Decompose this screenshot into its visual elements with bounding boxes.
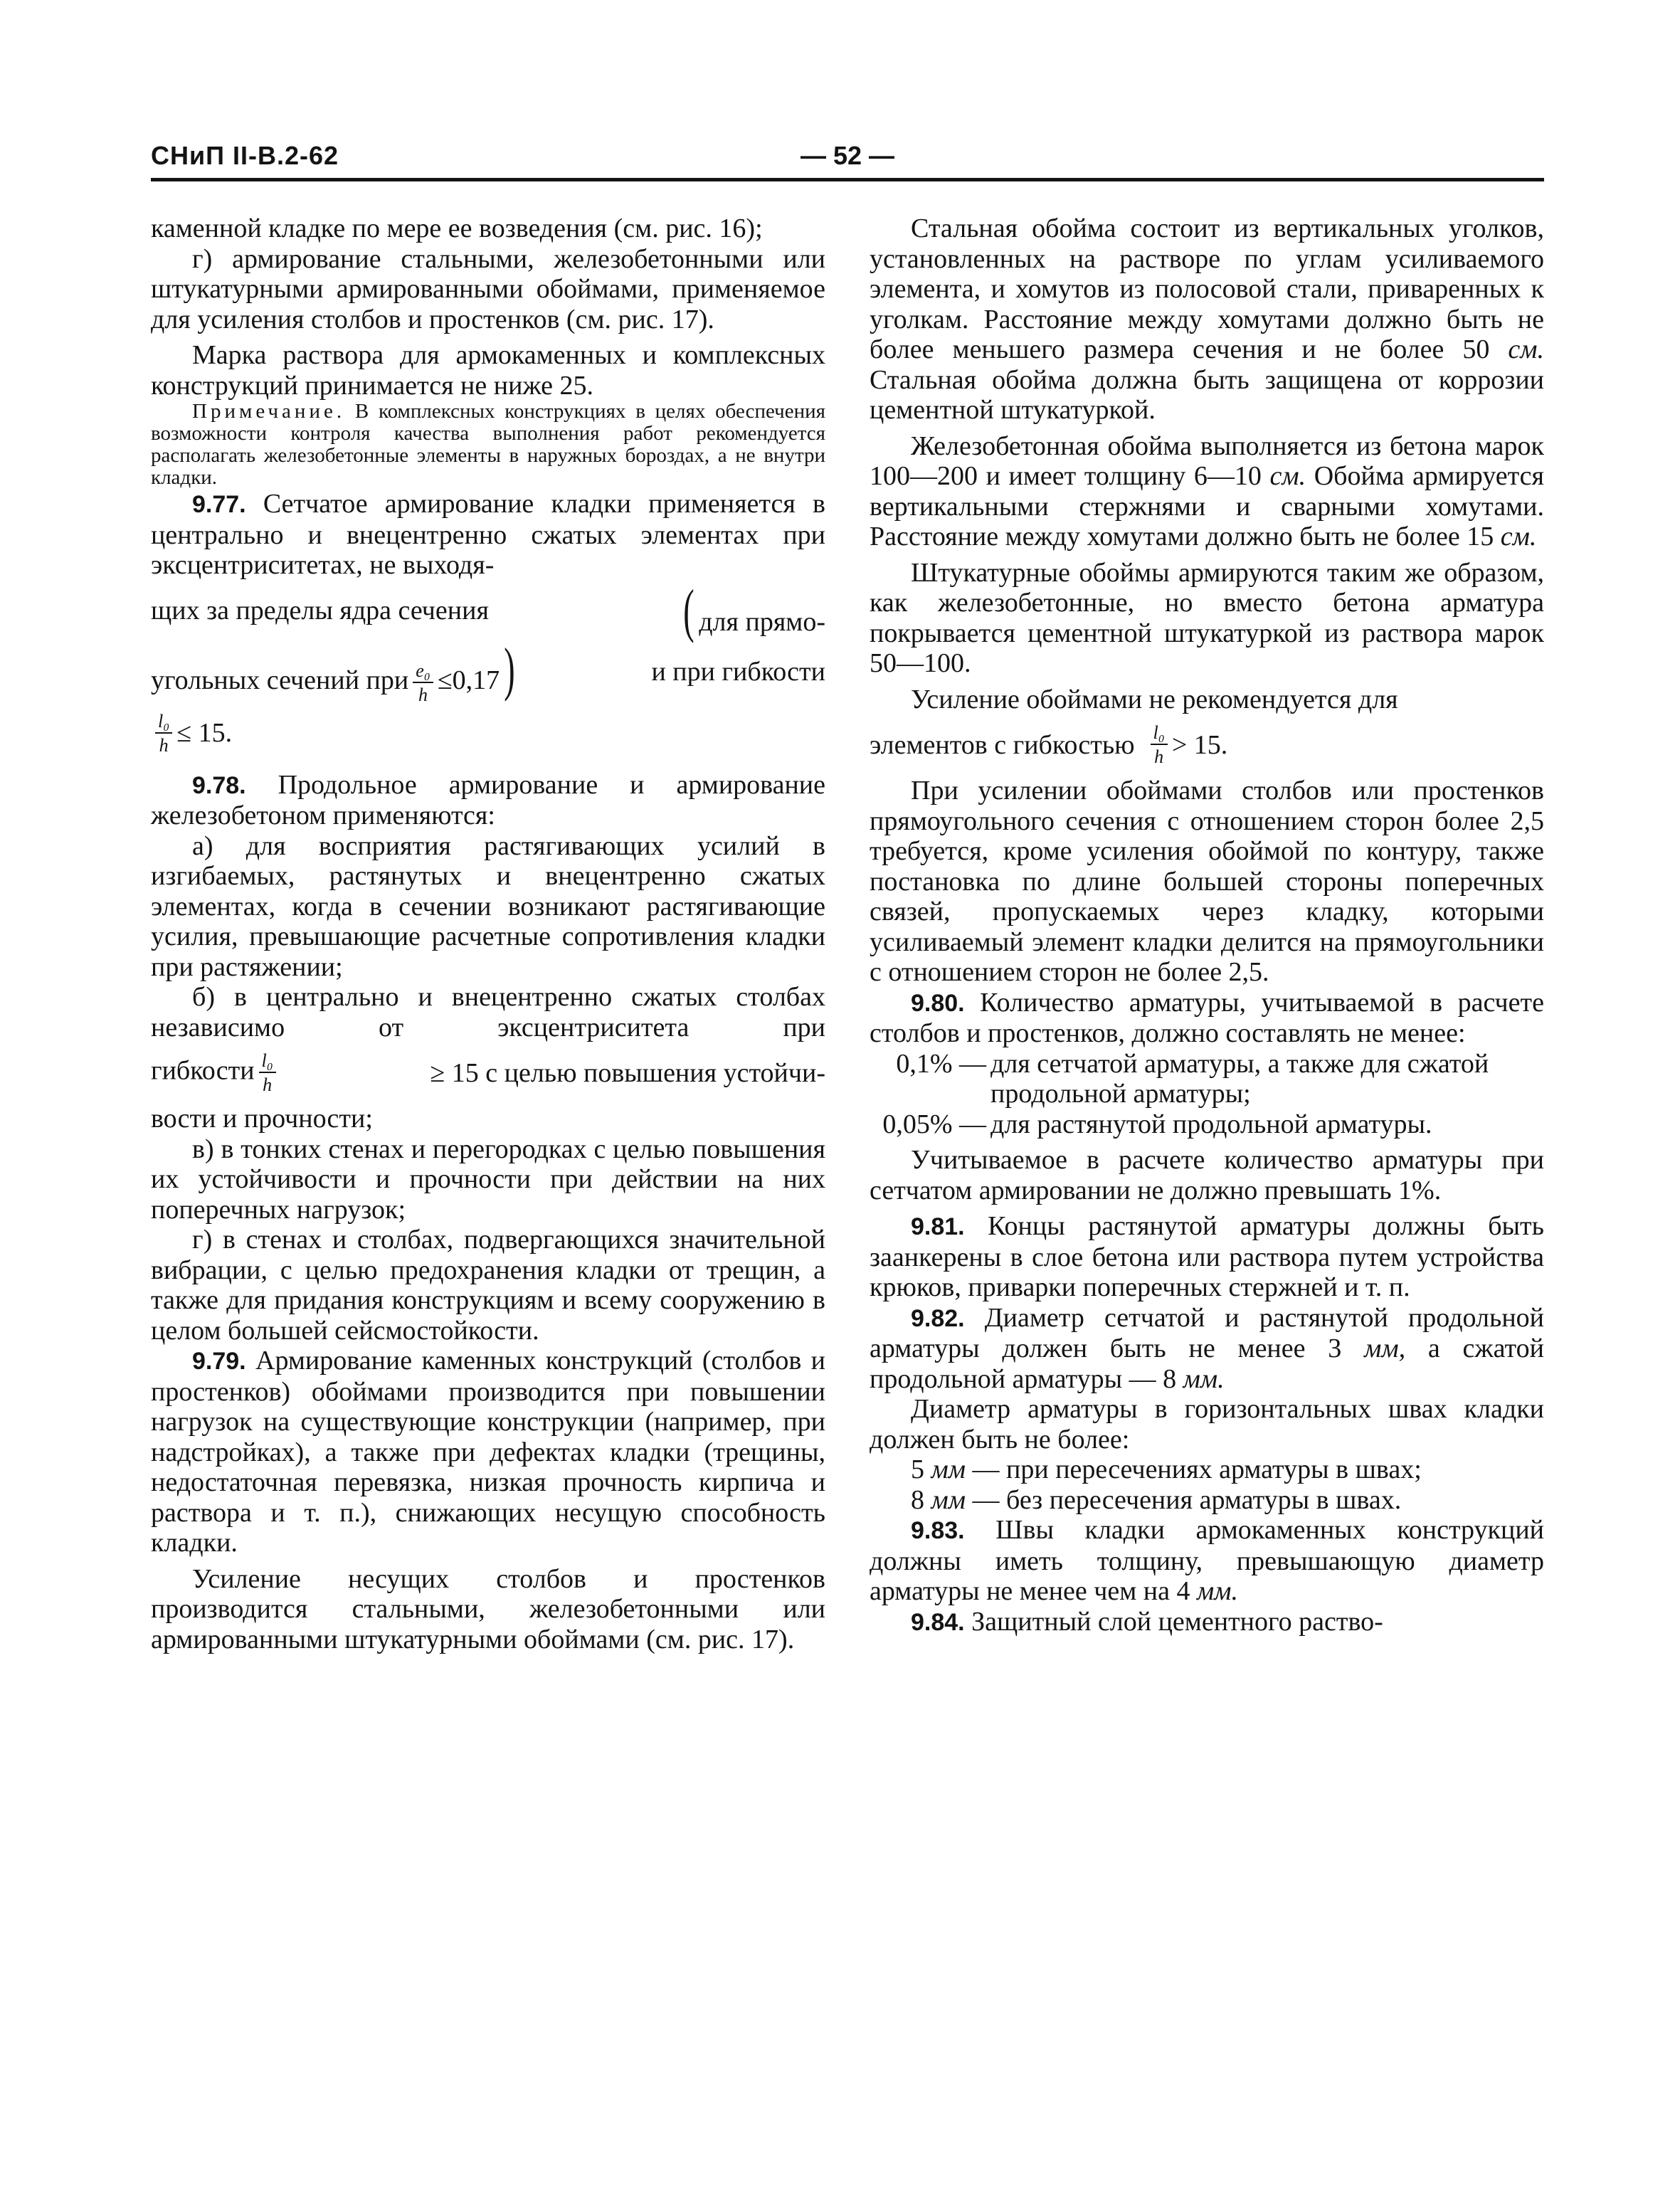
document-code: СНиП II-В.2-62 <box>151 141 339 170</box>
text: > 15. <box>1171 729 1228 760</box>
percent-value: 0,05% — <box>882 1109 986 1139</box>
list-item-v: в) в тонких стенах и перегородках с целью повышения их устойчивости и прочности при действии на них поперечных нагрузок; <box>151 1134 825 1225</box>
section-number: 9.83. <box>911 1517 965 1544</box>
denominator: h <box>159 734 169 756</box>
section-text: Сетчатое армирование кладки применяется в центрально и внецентренно сжатых элементах при эксцентриситетах, не выходя- <box>151 489 825 580</box>
paragraph: При усилении обоймами столбов или простенков прямоугольного сечения с отношением сторон более 2,5 требуется, кроме усиления обоймой по контуру, также постановка по длине большей стороны поперечных связей, пропускаемых через кладку, которыми усиливаемый элемент кладки делится на прямоугольники с отношением сторон не более 2,5. <box>870 776 1544 987</box>
text: Стальная обойма состоит из вертикальных уголков, установленных на растворе по углам усиливаемого элемента, и хомутов из полосовой стали, приваренных к уголкам. Расстояние между хомутами должно быть не более меньшего размера сечения и не более 50 <box>870 213 1544 364</box>
note <box>151 401 825 489</box>
unit: см. <box>1269 461 1306 491</box>
section-9-84 <box>870 1607 1544 1638</box>
value: 5 <box>911 1454 924 1484</box>
denominator: h <box>1154 746 1164 767</box>
section-9-80 <box>870 988 1544 1049</box>
paragraph <box>870 431 1544 552</box>
unit: см. <box>1500 522 1537 551</box>
section-9-83 <box>870 1515 1544 1607</box>
unit: мм <box>931 1484 966 1515</box>
unit: мм <box>931 1454 966 1484</box>
paren-close: ) <box>504 636 515 703</box>
unit: мм, <box>1364 1334 1406 1363</box>
section-number: 9.84. <box>911 1608 965 1636</box>
note-text: В комплексных конструкциях в целях обеспечения возможности контроля качества выполнения работ рекомендуется располагать железобетонные элементы в наружных бороздах, а не внутри кладки. <box>151 400 825 489</box>
denominator: h <box>263 1074 273 1095</box>
note-title: Примечание. <box>192 400 346 423</box>
formula-line <box>870 714 1544 776</box>
section-9-81 <box>870 1211 1544 1303</box>
text: щих за пределы ядра сечения <box>151 596 489 626</box>
list-item <box>870 1454 1544 1485</box>
reinforcement-table <box>870 1049 1544 1140</box>
section-number: 9.78. <box>192 771 246 799</box>
formula-line <box>151 703 825 764</box>
formula-line <box>151 1042 825 1104</box>
paragraph: Штукатурные обоймы армируются таким же образом, как железобетонные, но вместо бетона арматура покрывается цементной штукатуркой из раствора марок 50—100. <box>870 557 1544 678</box>
numerator: l₀ <box>155 712 172 734</box>
text: для прямо- <box>699 606 825 637</box>
paragraph: Усиление обоймами не рекомендуется для <box>911 684 1398 714</box>
numerator: l₀ <box>1151 724 1168 745</box>
section-text: Защитный слой цементного раство- <box>964 1606 1383 1637</box>
list-item-g: г) армирование стальными, железобетонными или штукатурными армированными обоймами, применяемое для усиления столбов и простенков (см. рис. 17). <box>151 243 825 334</box>
section-9-78 <box>151 770 825 831</box>
paren-open: ( <box>683 577 694 644</box>
page-number: — 52 — <box>800 141 895 170</box>
text: и при гибкости <box>651 657 825 687</box>
unit: мм. <box>1183 1363 1225 1394</box>
text: — без пересечения арматуры в швах. <box>966 1484 1402 1515</box>
paragraph: каменной кладке по мере ее возведения (см. рис. 16); <box>151 213 763 243</box>
text: угольных сечений при <box>151 665 409 696</box>
section-text: Армирование каменных конструкций (столбов и простенков) обоймами производится при повышении нагрузок на существующие конструкции (например, при надстройках), а также при дефектах кладки (трещины, недостаточная перевязка, низкая прочность кирпича и раствора и т. п.), снижающих несущую способность кладки. <box>151 1346 825 1558</box>
numerator: e₀ <box>413 662 433 683</box>
text: ≥ 15 с целью повышения устойчи- <box>430 1057 825 1088</box>
value: 8 <box>911 1484 924 1515</box>
denominator: h <box>418 684 428 705</box>
text: Железобетонная обойма выполняется из бетона марок 100—200 и имеет толщину 6—10 <box>870 431 1544 491</box>
text: Обойма армируется вертикальными стержнями и сварными хомутами. Расстояние между хомутами должно быть не более 15 <box>870 461 1545 551</box>
section-9-79 <box>151 1346 825 1558</box>
text: гибкости <box>151 1055 255 1086</box>
section-text: а сжатой продольной арматуры — 8 <box>870 1334 1545 1394</box>
section-number: 9.80. <box>911 989 965 1017</box>
header-rule <box>151 178 1544 181</box>
list-item-a: а) для восприятия растягивающих усилий в изгибаемых, растянутых и внецентренно сжатых элементах, когда в сечении возникают растягивающие усилия, превышающие расчетные сопротивления кладки при растяжении; <box>151 830 825 982</box>
section-text: Концы растянутой арматуры должны быть заанкерены в слое бетона или раствора путем устройства крюков, приварки поперечных стержней и т. п. <box>870 1211 1544 1302</box>
section-text: Продольное армирование и армирование железобетоном применяются: <box>151 769 825 830</box>
fraction-e0-h <box>413 662 433 704</box>
paragraph: вости и прочности; <box>151 1104 373 1134</box>
paragraph: Диаметр арматуры в горизонтальных швах кладки должен быть не более: <box>870 1394 1544 1454</box>
fraction-l0-h <box>259 1052 276 1094</box>
section-number: 9.77. <box>192 491 246 518</box>
unit: см. <box>1508 334 1545 364</box>
right-column <box>870 213 1544 1637</box>
fraction-l0-h <box>155 712 172 755</box>
text: — при пересечениях арматуры в швах; <box>966 1454 1422 1484</box>
section-9-82 <box>870 1303 1544 1395</box>
section-number: 9.82. <box>911 1304 965 1332</box>
numerator: l₀ <box>259 1052 276 1073</box>
list-item <box>870 1485 1544 1516</box>
section-9-77 <box>151 489 825 581</box>
text: ≤0,17 <box>437 665 500 696</box>
percent-description: для растянутой продольной арматуры. <box>990 1109 1432 1139</box>
section-text: Швы кладки армокаменных конструкций должны иметь толщину, превышающую диаметр арматуры не менее чем на 4 <box>870 1515 1544 1606</box>
text: Стальная обойма должна быть защищена от коррозии цементной штукатуркой. <box>870 364 1544 425</box>
list-item-b: б) в центрально и внецентренно сжатых столбах независимо от эксцентриситета при <box>151 982 825 1042</box>
section-text: Диаметр сетчатой и растянутой продольной арматуры должен быть не менее 3 <box>870 1302 1544 1363</box>
paragraph: Учитываемое в расчете количество арматуры при сетчатом армировании не должно превышать 1%. <box>870 1145 1544 1205</box>
text: элементов с гибкостью <box>870 729 1135 760</box>
paragraph: Марка раствора для армокаменных и комплексных конструкций принимается не ниже 25. <box>151 340 825 401</box>
percent-description: для сетчатой арматуры, а также для сжатой продольной арматуры; <box>990 1048 1489 1109</box>
formula-line <box>151 577 825 644</box>
paragraph <box>870 213 1544 426</box>
unit: мм. <box>1197 1576 1239 1606</box>
list-item-g: г) в стенах и столбах, подвергающихся значительной вибрации, с целью предохранения кладки от трещин, а также для придания конструкциям и всему сооружению в целом большей сейсмостойкости. <box>151 1225 825 1346</box>
percent-value: 0,1% — <box>896 1048 986 1079</box>
left-column <box>151 213 825 1654</box>
section-text: Количество арматуры, учитываемой в расчете столбов и простенков, должно составлять не менее: <box>870 987 1544 1048</box>
paragraph: Усиление несущих столбов и простенков производится стальными, железобетонными или армированными штукатурными обоймами (см. рис. 17). <box>151 1563 825 1654</box>
page-header <box>151 139 1544 176</box>
section-number: 9.79. <box>192 1348 246 1375</box>
fraction-l0-h <box>1151 724 1168 766</box>
text: ≤ 15. <box>176 718 233 749</box>
section-number: 9.81. <box>911 1213 965 1240</box>
formula-line <box>151 636 825 705</box>
